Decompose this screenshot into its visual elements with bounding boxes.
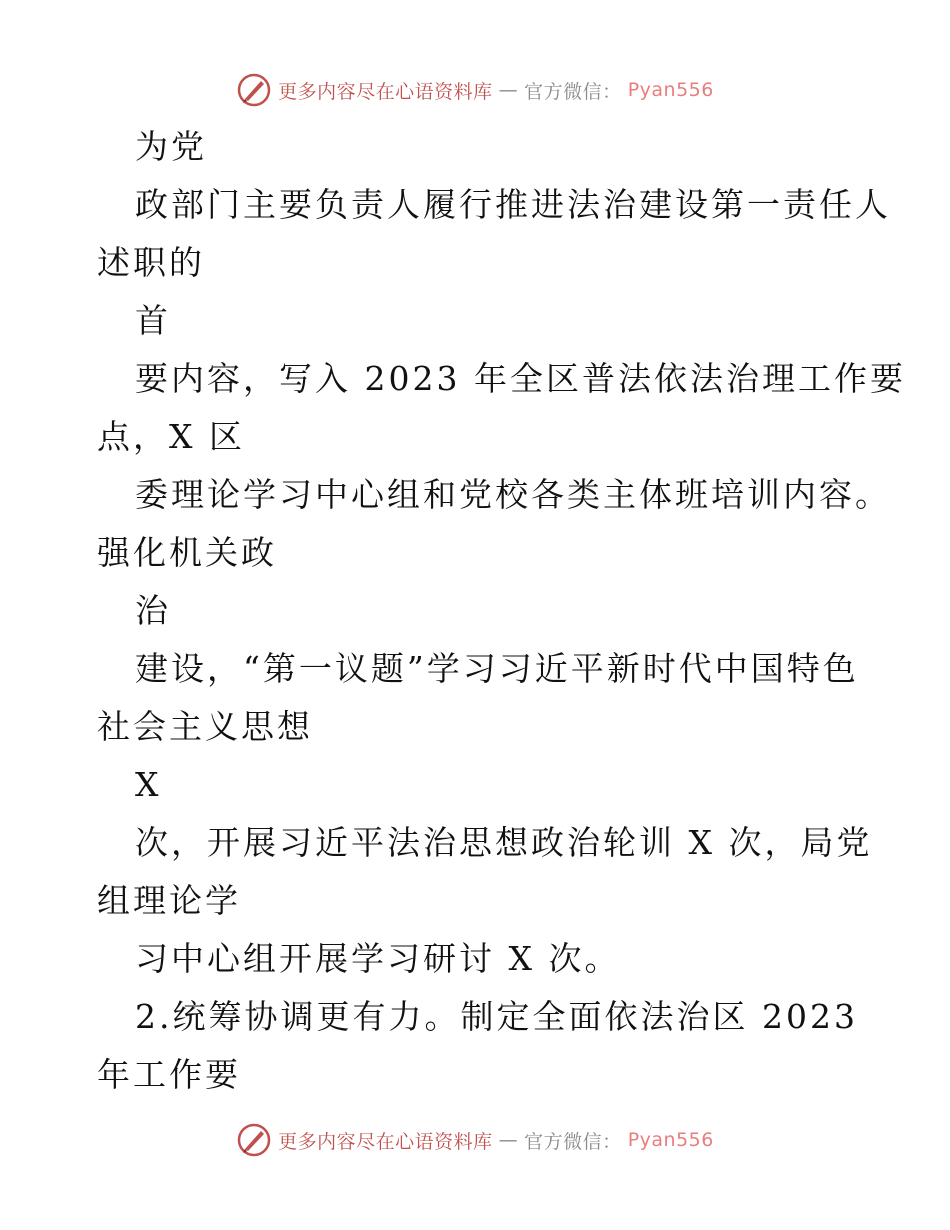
header-watermark bbox=[0, 70, 950, 110]
text-line: 组理论学 bbox=[97, 881, 241, 920]
watermark-wechat-id: Pyan556 bbox=[627, 79, 714, 101]
watermark-dash: — bbox=[498, 79, 519, 101]
text-line: 述职的 bbox=[97, 243, 205, 282]
watermark-label: 官方微信： bbox=[524, 1130, 622, 1153]
quill-pen-icon bbox=[236, 1122, 272, 1158]
text-line: 为党 bbox=[135, 127, 207, 166]
text-line: 次，开展习近平法治思想政治轮训 X 次，局党 bbox=[135, 823, 873, 862]
text-line: 年工作要 bbox=[97, 1055, 241, 1094]
watermark-dash: — bbox=[498, 1129, 519, 1151]
watermark-label: 官方微信： bbox=[524, 80, 622, 103]
text-line: 建设，“第一议题”学习习近平新时代中国特色 bbox=[135, 649, 859, 688]
text-line: X bbox=[135, 765, 162, 804]
watermark-main-text: 更多内容尽在心语资料库 bbox=[278, 1130, 493, 1153]
text-line: 治 bbox=[135, 591, 171, 630]
watermark-wechat-id: Pyan556 bbox=[627, 1129, 714, 1151]
text-line: 政部门主要负责人履行推进法治建设第一责任人 bbox=[135, 185, 891, 224]
footer-watermark bbox=[0, 1120, 950, 1160]
text-line: 社会主义思想 bbox=[97, 707, 313, 746]
watermark-main-text: 更多内容尽在心语资料库 bbox=[278, 80, 493, 103]
text-line: 要内容，写入 2023 年全区普法依法治理工作要 bbox=[135, 359, 906, 398]
quill-pen-icon bbox=[236, 72, 272, 108]
text-line: 2.统筹协调更有力。制定全面依法治区 2023 bbox=[135, 997, 858, 1036]
text-line: 强化机关政 bbox=[97, 533, 277, 572]
text-line: 点，X 区 bbox=[97, 417, 245, 456]
text-line: 委理论学习中心组和党校各类主体班培训内容。 bbox=[135, 475, 891, 514]
text-line: 首 bbox=[135, 301, 171, 340]
text-line: 习中心组开展学习研讨 X 次。 bbox=[135, 939, 621, 978]
